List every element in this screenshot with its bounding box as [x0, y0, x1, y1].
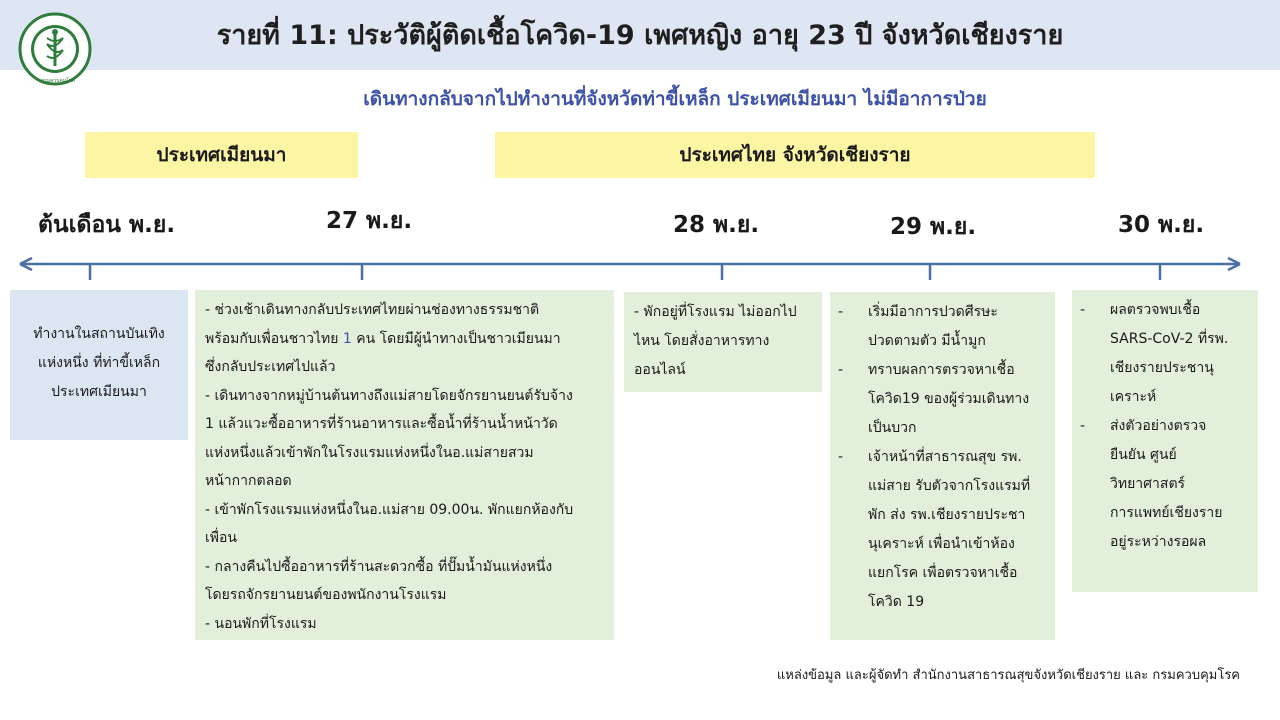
event-line: ประเทศเมียนมา — [51, 384, 147, 400]
date-nov-29: 29 พ.ย. — [890, 214, 977, 240]
event-bullet — [838, 356, 1047, 443]
event-text: คน โดยมีผู้นำทางเป็นชาวเมียนมา — [356, 330, 561, 347]
event-line: - เดินทางจากหมู่บ้านต้นทางถึงแม่สายโดยจักรยานยนต์รับจ้าง — [205, 387, 573, 404]
event-box-nov-30 — [1072, 290, 1258, 592]
event-line: นุเคราะห์ เพื่อนำเข้าห้อง — [868, 536, 1015, 552]
event-box-nov-28 — [624, 292, 822, 392]
timeline-arrow — [0, 250, 1280, 280]
country-label-myanmar: ประเทศเมียนมา — [85, 132, 358, 178]
event-bullet — [838, 443, 1047, 617]
event-line: - นอนพักที่โรงแรม — [205, 615, 317, 632]
event-box-nov-29 — [830, 292, 1055, 640]
event-line: แห่งหนึ่งแล้วเข้าพักในโรงแรมแห่งหนึ่งในอ.แม่สายสวม — [205, 444, 534, 461]
event-line: เชียงรายประชานุ — [1110, 360, 1214, 376]
companion-count: 1 — [342, 330, 352, 347]
event-line: โดยรถจักรยานยนต์ของพนักงานโรงแรม — [205, 587, 447, 603]
event-line: หน้ากากตลอด — [205, 473, 292, 489]
event-box-early-nov — [10, 290, 188, 440]
event-line: - เข้าพักโรงแรมแห่งหนึ่งในอ.แม่สาย 09.00น. พักแยกห้องกับ — [205, 501, 574, 518]
event-line: แม่สาย รับตัวจากโรงแรมที่ — [868, 478, 1031, 494]
event-line: - ช่วงเช้าเดินทางกลับประเทศไทยผ่านช่องทางธรรมชาติ — [205, 302, 540, 318]
event-line: ส่งตัวอย่างตรวจ — [1110, 418, 1207, 434]
event-bullet — [1080, 296, 1250, 412]
bullet-dash: - — [838, 449, 844, 465]
event-line: ซึ่งกลับประเทศไปแล้ว — [205, 359, 336, 375]
event-line: วิทยาศาสตร์ — [1110, 476, 1186, 492]
event-line: โควิด 19 — [868, 594, 925, 610]
date-nov-30: 30 พ.ย. — [1118, 212, 1205, 238]
event-line: โควิด19 ของผู้ร่วมเดินทาง — [868, 391, 1030, 407]
event-line: อยู่ระหว่างรอผล — [1110, 534, 1207, 550]
event-line: ยืนยัน ศูนย์ — [1110, 447, 1177, 463]
event-line: พัก ส่ง รพ.เชียงรายประชา — [868, 507, 1026, 523]
bullet-dash: - — [1080, 418, 1086, 434]
date-early-nov: ต้นเดือน พ.ย. — [38, 212, 176, 238]
event-box-nov-27 — [195, 290, 614, 640]
bullet-dash: - — [1080, 302, 1086, 318]
event-line: การแพทย์เชียงราย — [1110, 505, 1223, 521]
page-title: รายที่ 11: ประวัติผู้ติดเชื้อโควิด-19 เพศหญิง อายุ 23 ปี จังหวัดเชียงราย — [216, 20, 1064, 51]
event-line: เจ้าหน้าที่สาธารณสุข รพ. — [868, 449, 1022, 465]
event-line: ทำงานในสถานบันเทิง — [33, 326, 165, 342]
event-line: ออนไลน์ — [634, 362, 686, 378]
event-line: SARS-CoV-2 ที่รพ. — [1110, 331, 1229, 347]
event-line: เป็นบวก — [868, 420, 917, 436]
event-line: เพื่อน — [205, 530, 237, 546]
event-line: - พักอยู่ที่โรงแรม ไม่ออกไป — [634, 304, 797, 320]
event-line: ทราบผลการตรวจหาเชื้อ — [868, 362, 1015, 378]
event-text: พร้อมกับเพื่อนชาวไทย — [205, 330, 339, 347]
country-label-thailand: ประเทศไทย จังหวัดเชียงราย — [495, 132, 1095, 178]
bullet-dash: - — [838, 304, 844, 320]
event-line: แห่งหนึ่ง ที่ท่าขี้เหล็ก — [37, 355, 161, 371]
bullet-dash: - — [838, 362, 844, 378]
event-line: ปวดตามตัว มีน้ำมูก — [868, 333, 986, 349]
event-line-with-number — [205, 325, 604, 354]
event-line: - กลางคืนไปซื้ออาหารที่ร้านสะดวกซื้อ ที่ปั๊มน้ำมันแห่งหนึ่ง — [205, 558, 553, 575]
event-line: ไหน โดยสั่งอาหารทาง — [634, 333, 770, 349]
event-bullet — [1080, 412, 1250, 557]
page-subtitle: เดินทางกลับจากไปทำงานที่จังหวัดท่าขี้เหล็ก ประเทศเมียนมา ไม่มีอาการป่วย — [363, 88, 987, 110]
event-line: ผลตรวจพบเชื้อ — [1110, 302, 1201, 318]
event-line: 1 แล้วแวะซื้ออาหารที่ร้านอาหารและซื้อน้ำที่ร้านน้ำหน้าวัด — [205, 416, 558, 432]
event-line: เคราะห์ — [1110, 389, 1157, 405]
date-nov-27: 27 พ.ย. — [326, 208, 413, 234]
source-credit: แหล่งข้อมูล และผู้จัดทำ สำนักงานสาธารณสุขจังหวัดเชียงราย และ กรมควบคุมโรค — [776, 668, 1240, 683]
event-line: แยกโรค เพื่อตรวจหาเชื้อ — [868, 565, 1018, 581]
logo-caption: กรมควบคุมโรค — [41, 78, 75, 84]
date-nov-28: 28 พ.ย. — [673, 212, 760, 238]
event-line: เริ่มมีอาการปวดศีรษะ — [868, 304, 998, 320]
event-bullet — [838, 298, 1047, 356]
